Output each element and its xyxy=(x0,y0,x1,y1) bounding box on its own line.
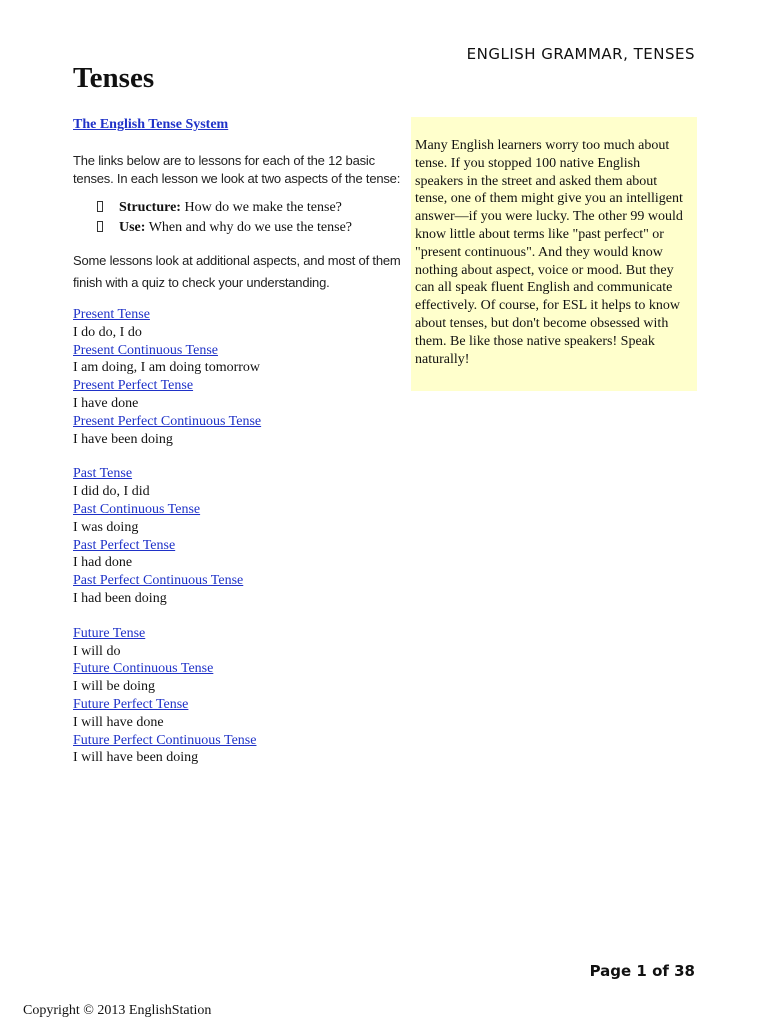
tense-item xyxy=(73,413,403,449)
tense-item xyxy=(73,342,403,378)
tense-example: I have done xyxy=(73,395,139,411)
tense-item xyxy=(73,660,403,696)
tense-example: I have been doing xyxy=(73,431,173,447)
square-bullet-icon xyxy=(97,201,103,212)
aspect-term: Structure: xyxy=(119,200,181,215)
tense-item xyxy=(73,625,403,661)
tense-item xyxy=(73,501,403,537)
aspect-item xyxy=(97,198,403,218)
tense-example: I had done xyxy=(73,555,133,571)
tense-link[interactable]: Present Tense xyxy=(73,307,150,322)
tense-example: I was doing xyxy=(73,519,139,535)
tense-link[interactable]: Future Perfect Tense xyxy=(73,696,189,712)
tense-example: I will do xyxy=(73,643,121,659)
aspects-list xyxy=(73,198,403,238)
tense-item xyxy=(73,377,403,413)
tense-item xyxy=(73,306,403,342)
tense-example: I had been doing xyxy=(73,590,167,606)
additional-aspects-paragraph: Some lessons look at additional aspects, and most of them finish with a quiz to check your understanding. xyxy=(73,253,401,290)
lesson-column xyxy=(73,152,403,784)
section-link-tense-system[interactable]: The English Tense System xyxy=(73,117,229,132)
page-title: Tenses xyxy=(73,62,155,94)
tense-link[interactable]: Future Continuous Tense xyxy=(73,661,214,677)
past-tenses-group xyxy=(73,465,403,607)
tense-link[interactable]: Present Continuous Tense xyxy=(73,342,218,358)
tense-example: I will be doing xyxy=(73,679,156,695)
running-header: ENGLISH GRAMMAR, TENSES xyxy=(466,45,695,63)
tense-item xyxy=(73,696,403,732)
page-number: Page 1 of 38 xyxy=(589,962,695,980)
aspect-text: How do we make the tense? xyxy=(184,200,342,215)
tense-item xyxy=(73,465,403,501)
tense-link[interactable]: Past Perfect Tense xyxy=(73,537,176,553)
tense-example: I do do, I do xyxy=(73,324,142,340)
tense-example: I did do, I did xyxy=(73,484,150,500)
tense-link[interactable]: Present Perfect Continuous Tense xyxy=(73,413,262,429)
tense-item xyxy=(73,537,403,573)
tense-example: I am doing, I am doing tomorrow xyxy=(73,360,261,376)
tense-example: I will have been doing xyxy=(73,750,199,766)
present-tenses-group xyxy=(73,306,403,448)
intro-paragraph: The links below are to lessons for each of the 12 basic tenses. In each lesson we look at two aspects of the tense: xyxy=(73,153,401,186)
tense-link[interactable]: Past Perfect Continuous Tense xyxy=(73,573,244,589)
future-tenses-group xyxy=(73,625,403,767)
tense-item xyxy=(73,572,403,608)
tense-link[interactable]: Past Continuous Tense xyxy=(73,501,201,517)
tense-example: I will have done xyxy=(73,714,164,730)
tense-link[interactable]: Future Tense xyxy=(73,625,146,641)
square-bullet-icon xyxy=(97,221,103,232)
tense-item xyxy=(73,732,403,768)
aspect-text: When and why do we use the tense? xyxy=(148,220,353,235)
tense-link[interactable]: Present Perfect Tense xyxy=(73,378,194,394)
aspect-term: Use: xyxy=(119,220,146,235)
tense-link[interactable]: Future Perfect Continuous Tense xyxy=(73,732,257,748)
aspect-item xyxy=(97,218,403,238)
tense-link[interactable]: Past Tense xyxy=(73,466,133,482)
copyright-notice: Copyright © 2013 EnglishStation xyxy=(23,1003,212,1018)
note-sidebar: Many English learners worry too much about tense. If you stopped 100 native English speakers in the street and asked them about tense, one of them might give you an intelligent answer—if you were lucky. The other 99 would know little about terms like "past perfect" or "present continuous". And they would know nothing about aspect, voice or mood. But they can all speak fluent English and communicate effectively. Of course, for ESL it helps to know about tenses, but don't become obsessed with them. Be like those native speakers! Speak naturally! xyxy=(411,117,697,391)
